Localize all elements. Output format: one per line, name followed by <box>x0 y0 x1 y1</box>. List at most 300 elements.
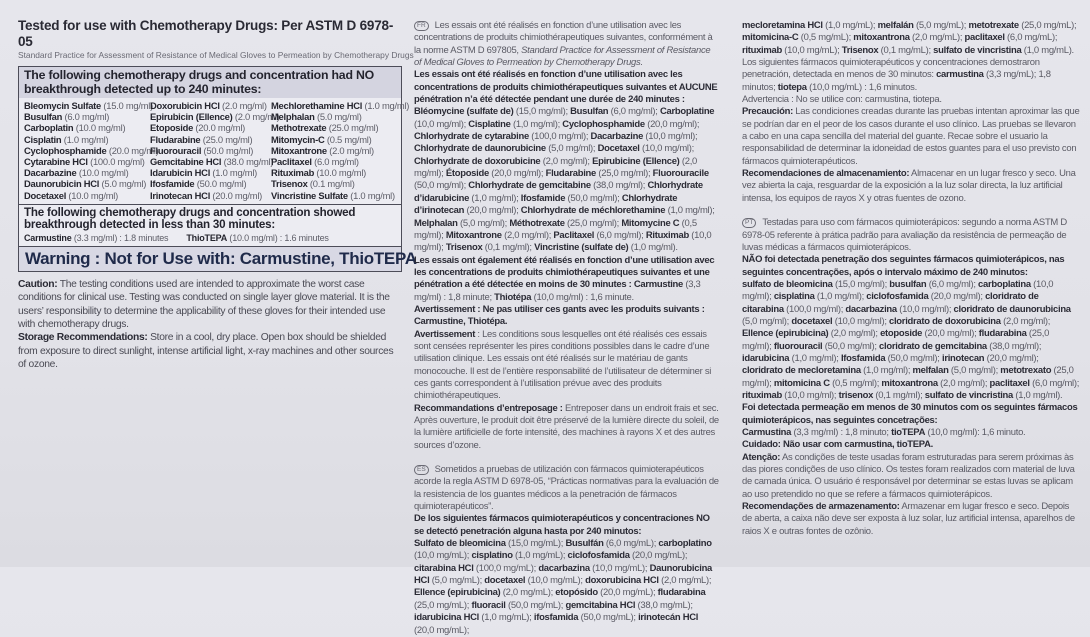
drug-concentration: (6,0 mg/ml) <box>926 278 974 290</box>
drug-concentration: (20,0 mg/ml) <box>984 352 1037 364</box>
drug-name: Chlorhydrate de doxorubicine <box>414 155 541 167</box>
drug-name: Cyclophosphamide <box>24 144 107 156</box>
drug-name: busulfan <box>889 278 927 290</box>
drug-entry <box>271 111 408 122</box>
drug-name: Ellence (epirubicina) <box>742 328 829 340</box>
drug-name: melfalán <box>877 20 914 31</box>
drug-concentration: (5,0 mg/mL) <box>913 20 964 31</box>
drug-name: Bleomycin Sulfate <box>24 100 102 111</box>
drug-name: docetaxel <box>791 315 833 327</box>
caution-text: The testing conditions used are intended to approximate the worst case conditions for clinical use. Testing was conducted on single layer glove material. It is the users’ responsibility to determine the applicability of these gloves for their intended use with chemotherapy drugs. <box>18 278 390 331</box>
middle-column <box>414 20 720 637</box>
drug-name: Ifosfamide <box>150 178 195 190</box>
drug-concentration: (10,0 mg/ml) : 1,6 minute. <box>531 291 634 303</box>
drug-concentration: (10,0 mg/ml) <box>414 118 464 130</box>
drug-concentration: (1,0 mg/mL). <box>1021 44 1074 56</box>
drug-concentration: (0,5 mg/mL) <box>798 32 849 44</box>
drug-concentration: (10,0 mg/ml) <box>643 131 696 143</box>
drug-entry <box>842 45 929 56</box>
pt-storage-label: Recomendações de armazenamento: <box>742 501 900 513</box>
drug-name: trisenox <box>838 389 874 401</box>
drug-name: Melphalan <box>414 217 458 229</box>
drug-entry <box>774 378 877 389</box>
drug-concentration: (20,0 mg/mL) <box>629 550 685 562</box>
drug-name: Melphalan <box>271 111 315 123</box>
fr-intro-italic: Standard Practice for Assessment of Resistance of Medical Gloves to Permeation by Chemotherapy Drugs. <box>414 44 711 69</box>
drug-entry <box>446 168 541 179</box>
drug-concentration: (2,0 mg/ml) <box>828 328 876 340</box>
drug-entry <box>509 218 616 229</box>
drug-name: mitoxantrona <box>853 32 910 44</box>
breakthrough-detail: (3.3 mg/ml) : 1.8 minutes <box>71 232 169 243</box>
drug-entry <box>742 390 834 401</box>
drug-entry <box>839 390 920 401</box>
drug-concentration: (2,0 mg/ml) <box>540 155 588 167</box>
drug-concentration: (1,0 mg/mL) <box>512 550 563 562</box>
drug-entry <box>446 242 530 253</box>
drug-concentration: (50,0 mg/mL) <box>578 612 634 624</box>
drug-name: fludarabina <box>657 587 706 599</box>
drug-name: Mitoxantrone <box>271 144 327 156</box>
drug-concentration: (2,0 mg/ml) <box>501 229 549 241</box>
drug-name: Epirubicine (Ellence) <box>592 155 680 167</box>
drug-name: mitomicina C <box>773 377 830 389</box>
drug-entry <box>150 111 280 123</box>
drug-concentration: (0.1 mg/ml) <box>307 178 355 190</box>
drug-name: Mitomycin-C <box>271 133 325 145</box>
drug-entry <box>534 242 675 253</box>
drug-name: Chlorhydrate de méchlorethamine <box>520 205 666 217</box>
drug-entry <box>414 143 593 154</box>
drug-concentration: (25,0 mg/ml) <box>564 217 617 229</box>
breakthrough-header: The following chemotherapy drugs and concentration showed breakthrough detected in less than 30 minutes: <box>24 205 356 232</box>
drug-concentration: (5,0 mg/ml) <box>948 365 996 377</box>
drug-concentration: (20,0 mg/mL) <box>414 624 467 636</box>
drug-concentration: (1.0 mg/ml) <box>362 100 410 111</box>
drug-concentration: (5,0 mg/ml) <box>457 217 505 229</box>
drug-name: Docetaxel <box>597 143 640 155</box>
drug-name: Méthotrexate <box>509 217 565 229</box>
drug-name: Rituximab <box>645 229 689 241</box>
drug-entry <box>271 145 408 156</box>
drug-entry <box>845 304 948 315</box>
no-breakthrough-header: The following chemotherapy drugs and concentration had NO breakthrough detected up to 240 minutes: <box>19 67 401 98</box>
drug-name: cloridrato de gemcitabina <box>879 340 987 352</box>
drug-name: Gemcitabine HCl <box>150 156 222 168</box>
drug-concentration: (100.0 mg/ml) <box>87 156 145 168</box>
fr-warning: Avertissement : Ne pas utiliser ces gants avec les produits suivants : Carmustine, Thiotépa. <box>414 303 705 328</box>
drug-concentration: (15,0 mg/mL) <box>505 538 561 550</box>
drug-entry <box>414 563 534 574</box>
drug-concentration: (20,0 mg/ml) <box>464 205 517 217</box>
drug-entry <box>150 167 271 178</box>
drug-concentration: (1,0 mg/ml) <box>860 365 908 377</box>
drug-entry <box>878 20 964 31</box>
drug-name: Ifosfamida <box>840 352 886 364</box>
drug-concentration: (2,0 mg/mL) <box>500 587 551 599</box>
drug-concentration: (1,0 mg/ml) <box>814 291 862 303</box>
spanish-section-part1 <box>414 464 720 637</box>
drug-name: Carmustine <box>633 279 683 291</box>
fr-pen-list: Carmustine (3,3 mg/ml) : 1,8 minute; Thiotépa (10,0 mg/ml) : 1,6 minute. <box>414 279 701 303</box>
drug-name: Cisplatine <box>468 118 511 130</box>
drug-name: Cisplatin <box>24 133 62 145</box>
breakthrough-list <box>19 232 401 246</box>
es-warning: Advertencia : No se utilice con: carmustina, tiotepa. <box>742 94 942 106</box>
drug-name: Fluorouracile <box>652 168 709 180</box>
drug-concentration: (2,0 mg/mL) <box>909 32 960 44</box>
drug-concentration: (10.0 mg/ml) <box>76 167 129 179</box>
drug-name: Ellence (epirubicina) <box>414 587 501 599</box>
drug-entry <box>742 32 849 43</box>
drug-entry <box>521 205 712 216</box>
drug-name: Daunorubicin HCl <box>24 178 100 190</box>
drug-name: Carmustine <box>24 232 72 243</box>
drug-entry <box>24 156 150 167</box>
drug-table <box>19 98 410 204</box>
drug-name: cisplatino <box>471 550 513 562</box>
drug-entry <box>598 143 692 154</box>
drug-concentration: (3,3 mg/ml) : 1,8 minuto; <box>791 427 889 438</box>
drug-concentration: (2.0 mg/ml) <box>219 100 267 111</box>
drug-concentration: (38,0 mg/ml) <box>590 180 643 192</box>
spanish-section-part2 <box>742 20 1080 205</box>
drug-concentration: (50.0 mg/ml) <box>201 144 254 156</box>
drug-entry <box>271 178 408 189</box>
drug-concentration: (5,0 mg/mL) <box>429 575 480 587</box>
drug-concentration: (10,0 mg/ml): 1,6 minuto. <box>925 427 1026 438</box>
drug-entry <box>468 180 642 191</box>
drug-name: Étoposide <box>445 168 489 180</box>
drug-name: Sulfato de bleomicina <box>414 538 506 550</box>
drug-concentration: (2,0 mg/ml) <box>937 377 985 389</box>
drug-concentration: (10.0 mg/ml) <box>66 189 119 201</box>
drug-name: Mechlorethamine HCl <box>271 100 363 111</box>
es-pen-header: Los siguientes fármacos quimioterapéuticos y concentraciones demostraron penetración, detectada en menos de 30 minutos: <box>742 57 1040 81</box>
drug-name: Vincristine (sulfate de) <box>534 242 629 254</box>
drug-name: sulfato de vincristina <box>924 389 1014 401</box>
drug-concentration: (20.0 mg/ml) <box>106 144 159 156</box>
drug-name: gemcitabina HCl <box>565 599 636 611</box>
drug-entry <box>150 156 274 168</box>
drug-concentration: (38.0 mg/ml) <box>221 156 274 168</box>
drug-entry <box>538 563 645 574</box>
drug-concentration: (1,0 mg/ml) <box>789 352 837 364</box>
drug-name: dacarbazina <box>845 303 897 315</box>
drug-name: doxorubicina HCl <box>585 575 659 587</box>
drug-entry <box>881 378 984 389</box>
drug-entry <box>484 575 580 586</box>
es-drug-list-part2: mecloretamina HCl (1,0 mg/mL); melfalán (5,0 mg/mL); metotrexate (25,0 mg/mL); mitomicina-C (0,5 mg/mL); mitoxantrona (2,0 mg/mL); paclitaxel (6,0 mg/mL); rituximab (10,0 mg/mL); Trisenox (0,1 mg/mL); sulfato de vincristina (1,0 mg/mL). <box>742 20 1077 56</box>
drug-entry <box>990 378 1077 389</box>
fr-storage-text: Entreposer dans un endroit frais et sec. Après ouverture, le produit doit être préservé de la lumière directe du soleil, de la lumière artificielle de forte intensité, des machines à rayons X et des autres sources d’ozone. <box>414 402 719 451</box>
drug-concentration: (50.0 mg/ml) <box>194 178 247 190</box>
drug-concentration: (0,5 mg/ml) <box>829 377 877 389</box>
drug-entry <box>521 193 617 204</box>
drug-concentration: (6,0 mg/ml) <box>594 229 642 241</box>
drug-name: Chlorhydrate d’irinotecan <box>414 192 678 217</box>
drug-name: Doxorubicin HCl <box>150 100 220 111</box>
drug-entry <box>570 106 655 117</box>
drug-name: cloridrato de doxorubicina <box>889 315 1001 327</box>
drug-concentration: (20.0 mg/ml) <box>193 122 246 134</box>
drug-concentration: (3,3 mg/ml) : 1,8 minute <box>414 279 701 303</box>
drug-concentration: (5.0 mg/ml) <box>314 111 362 123</box>
drug-concentration: (1.0 mg/ml) <box>61 133 109 145</box>
drug-name: Idarubicin HCl <box>150 167 211 179</box>
drug-name: rituximab <box>742 44 782 56</box>
drug-name: Thiotépa <box>494 291 532 303</box>
drug-name: irinotecan <box>941 352 985 364</box>
drug-name: fluorouracil <box>773 340 823 352</box>
drug-name: tiotepa <box>777 81 807 93</box>
drug-name: ciclofosfamida <box>567 550 630 562</box>
drug-name: etoposide <box>880 328 923 340</box>
drug-name: Irinotecan HCl <box>150 189 211 201</box>
drug-concentration: (2.0 mg/ml) <box>326 144 374 156</box>
es-storage-text: Almacenar en un lugar fresco y seco. Una vez abierta la caja, resguardar de la exposición a la luz solar directa, la luz artificial intensa, los equipos de rayos X y otras fuentes de ozono. <box>742 168 1076 204</box>
drug-entry <box>271 167 408 178</box>
drug-concentration: (1,0 mg/ml) <box>510 118 558 130</box>
drug-name: Busulfan <box>24 111 63 123</box>
drug-name: dacarbazina <box>538 562 590 574</box>
drug-name: Dacarbazine <box>590 131 644 143</box>
drug-concentration: (25,0 mg/ml) <box>742 365 1074 389</box>
drug-entry <box>841 353 937 364</box>
drug-concentration: (10,0 mg/mL) : 1,6 minutos. <box>806 81 917 93</box>
pt-pen-header: Foi detectada permeação em menos de 30 minutos com os seguintes fármacos quimioterápicos, nas seguintes concetrações: <box>742 402 1078 426</box>
drug-concentration: (15,0 mg/ml) <box>832 278 885 290</box>
caution-label: Caution: <box>18 278 58 290</box>
drug-concentration: (6,0 mg/mL) <box>1004 32 1055 44</box>
drug-concentration: (6,0 mg/mL) <box>603 538 654 550</box>
drug-entry <box>742 353 836 364</box>
es-caution-text: Las condiciones creadas durante las pruebas intentan aproximar las que se podrían dar en el peor de los casos durante el uso clínico. Las pruebas se llevaron a cabo en una capa sencilla del material del guante. Recae sobre el usuario la responsabilidad de determinar la idoneidad de estos guantes para el uso previsto con fármacos quimioterapéuticos. <box>742 106 1080 167</box>
drug-entry <box>965 32 1055 43</box>
drug-entry <box>446 230 549 241</box>
drug-concentration: (25.0 mg/ml) <box>326 122 379 134</box>
english-section <box>18 18 417 372</box>
drug-name: Cytarabine HCl <box>24 156 88 168</box>
drug-concentration: (10,0 mg/mL) <box>589 562 645 574</box>
pt-pen-list <box>742 427 1025 438</box>
drug-name: Paclitaxel <box>553 229 595 241</box>
drug-name: Busulfan <box>570 106 609 118</box>
drug-name: Carboplatin <box>24 122 74 134</box>
drug-name: Trisenox <box>271 178 308 190</box>
drug-name: idarubicina <box>742 352 790 364</box>
drug-entry <box>565 600 690 611</box>
language-badge-es: ES <box>414 465 429 475</box>
drug-entry <box>24 100 154 111</box>
right-column <box>742 20 1080 538</box>
drug-name: Vincristine Sulfate <box>271 189 348 201</box>
drug-concentration: (100,0 mg/ml) <box>528 131 586 143</box>
drug-concentration: (50,0 mg/ml) <box>414 180 464 192</box>
drug-name: mecloretamina HCl <box>742 20 823 31</box>
drug-name: carboplatino <box>658 538 712 550</box>
drug-concentration: (0,1 mg/ml) <box>873 389 921 401</box>
drug-concentration: (6,0 mg/ml) <box>608 106 656 118</box>
drug-entry <box>742 328 875 339</box>
drug-concentration: (20.0 mg/ml) <box>210 189 263 201</box>
drug-entry <box>471 550 562 561</box>
drug-concentration: (10,0 mg/mL) <box>525 575 581 587</box>
drug-entry <box>555 587 653 598</box>
drug-entry <box>414 587 551 598</box>
drug-concentration: (100,0 mg/mL) <box>473 562 534 574</box>
drug-concentration: (0,1 mg/mL) <box>878 44 929 56</box>
drug-entry <box>879 341 1039 352</box>
drug-entry <box>150 122 271 133</box>
english-subtitle: Standard Practice for Assessment of Resistance of Medical Gloves to Permeation by Chemotherapy Drugs <box>18 50 414 60</box>
french-section <box>414 20 720 452</box>
drug-name: ThioTEPA <box>186 232 228 243</box>
drug-entry <box>24 134 150 145</box>
drug-concentration: (10,0 mg/mL) <box>414 550 467 562</box>
drug-concentration: (0,5 mg/ml) <box>414 217 697 241</box>
test-results-box <box>18 66 417 272</box>
drug-name: Paclitaxel <box>271 156 312 168</box>
drug-concentration: (10,0 mg/ml) <box>414 229 712 254</box>
drug-entry <box>414 156 587 167</box>
language-badge-pt: PT <box>742 218 756 228</box>
english-title: Tested for use with Chemotherapy Drugs: Per ASTM D 6978-05 <box>18 18 394 49</box>
drug-concentration: (0.5 mg/ml) <box>324 133 372 145</box>
drug-entry <box>494 292 634 303</box>
drug-concentration: (5,0 mg/ml) <box>545 143 593 155</box>
drug-concentration: (50,0 mg/mL) <box>505 599 561 611</box>
drug-concentration: (25,0 mg/ml) <box>742 328 1050 352</box>
drug-entry <box>271 122 408 133</box>
drug-name: Rituximab <box>271 167 315 179</box>
drug-entry <box>562 119 697 130</box>
drug-name: ifosfamida <box>533 612 579 624</box>
drug-name: Chlorhydrate de cytarabine <box>414 131 529 143</box>
drug-concentration: (10,0 mg/ml) <box>896 303 949 315</box>
pt-intro: Testadas para uso com fármacos quimioterápicos: segundo a norma ASTM D 6978-05 referente à prática padrão para avaliação da resistência de permeação de luvas médicas a fármacos quimioterápicos. <box>742 217 1067 253</box>
drug-concentration: (25,0 mg/mL) <box>414 599 467 611</box>
drug-entry <box>414 538 561 549</box>
drug-entry <box>889 279 973 290</box>
drug-entry <box>24 178 150 189</box>
drug-concentration: (1,0 mg/ml) <box>665 205 713 217</box>
drug-name: Fluorouracil <box>150 144 202 156</box>
drug-entry <box>24 190 150 201</box>
drug-name: Chlorhydrate de gemcitabine <box>468 180 591 192</box>
drug-entry <box>742 427 889 438</box>
drug-entry <box>889 316 1048 327</box>
drug-entry <box>546 168 648 179</box>
drug-entry <box>891 427 1025 438</box>
drug-entry <box>150 134 271 145</box>
drug-concentration: (1.0 mg/ml) <box>210 167 258 179</box>
drug-concentration: (1,0 mg/ml) <box>628 242 676 254</box>
drug-name: paclitaxel <box>964 32 1005 44</box>
breakthrough-detail: (10.0 mg/ml) : 1.6 minutes <box>227 232 329 243</box>
es-drug-list-part1: Sulfato de bleomicina (15,0 mg/mL); Busulfán (6,0 mg/mL); carboplatino (10,0 mg/mL); cisplatino (1,0 mg/mL); ciclofosfamida (20,0 mg/mL); citarabina HCl (100,0 mg/mL); dacarbazina (10,0 mg/mL); Daunorubicina HCl (5,0 mg/mL); docetaxel (10,0 mg/mL); doxorubicina HCl (2,0 mg/mL); Ellence (epirubicina) (2,0 mg/mL); etopósido (20,0 mg/mL); fludarabina (25,0 mg/mL); fluoracil (50,0 mg/mL); gemcitabina HCl (38,0 mg/mL); idarubicina HCl (1,0 mg/mL); ifosfamida (50,0 mg/mL); irinotecán HCl (20,0 mg/mL); <box>414 538 713 636</box>
drug-name: docetaxel <box>484 575 526 587</box>
drug-entry <box>565 538 653 549</box>
fr-pen-header: Les essais ont également été réalisés en fonction d’une utilisation avec les concentrations de produits chimiothérapeutiques suivantes et une pénétration a été détectée en moins de 30 minutes : <box>414 254 715 291</box>
drug-entry <box>591 131 695 142</box>
drug-concentration: (0,1 mg/ml) <box>482 242 530 254</box>
drug-concentration: (10,0 mg/ml) <box>781 389 834 401</box>
drug-name: Chlorhydrate de daunorubicine <box>414 143 546 155</box>
drug-entry <box>742 279 885 290</box>
drug-name: Ifosfamide <box>520 192 566 204</box>
drug-name: sulfato de bleomicina <box>742 278 833 290</box>
fr-caution-text: : Les conditions sous lesquelles ont été réalisés ces essais sont censées représenter les pires conditions possibles dans le cadre d’une utilisation clinique. Les essais ont été réalisés sur le matériau de gants monocouche. Il est de l’entière responsabilité de l’utilisateur de déterminer si ces gants correspondent à l’utilisation prévue avec des produits chimiothérapeutiques. <box>414 328 712 402</box>
drug-name: Cyclophosphamide <box>562 118 645 130</box>
drug-concentration: (25,0 mg/ml) <box>596 168 648 180</box>
drug-name: Trisenox <box>841 44 879 56</box>
drug-concentration: (1,0 mg/ml). <box>1013 389 1063 401</box>
drug-name: metotrexate <box>968 20 1019 31</box>
es-storage-label: Recomendaciones de almacenamiento: <box>742 168 910 180</box>
drug-entry <box>778 82 917 93</box>
warning-banner: Warning : Not for Use with: Carmustine, ThioTEPA <box>19 246 401 271</box>
drug-concentration: (15.0 mg/ml) <box>101 100 154 111</box>
drug-entry <box>968 20 1074 31</box>
drug-concentration: (15,0 mg/ml) <box>513 106 566 118</box>
drug-concentration: (20,0 mg/ml) <box>488 168 541 180</box>
drug-name: paclitaxel <box>989 377 1030 389</box>
drug-concentration: (10,0 mg/ml) <box>742 278 1054 303</box>
drug-name: mitoxantrona <box>881 377 938 389</box>
fr-intro: Les essais ont été réalisés en fonction d’une utilisation avec les concentrations de produits chimiothérapeutiques suivantes, conformément à la norme ASTM D 697805, <box>414 20 713 56</box>
drug-entry <box>742 365 908 376</box>
drug-name: tioTEPA <box>891 427 926 438</box>
drug-name: irinotecán HCl <box>638 612 699 624</box>
drug-entry <box>468 119 557 130</box>
drug-concentration: (1,0 mg/mL) <box>479 612 530 624</box>
fr-caution-label: Avertissement <box>414 328 476 340</box>
drug-entry <box>150 190 271 201</box>
drug-entry <box>866 291 980 302</box>
pt-caution-label: Atenção: <box>742 451 781 463</box>
drug-name: Trisenox <box>445 242 483 254</box>
drug-name: mitomicina-C <box>742 32 799 44</box>
drug-name: cisplatina <box>773 291 815 303</box>
drug-concentration: (20,0 mg/ml) <box>922 328 975 340</box>
drug-name: Busulfán <box>565 538 604 550</box>
drug-concentration: (6,0 mg/ml) <box>1029 377 1077 389</box>
pt-storage-text: Armazenar em lugar fresco e seco. Depois de aberta, a caixa não deve ser exposta à luz solar, luz artificial intensa, aparelhos de raios X e outras fontes de ozônio. <box>742 501 1075 537</box>
drug-entry <box>925 390 1063 401</box>
drug-entry <box>791 316 884 327</box>
drug-entry <box>414 218 505 229</box>
drug-entry <box>853 32 960 43</box>
drug-name: Epirubicin (Ellence) <box>150 111 233 123</box>
fr-storage-label: Recommandations d’entreposage : <box>414 402 563 414</box>
drug-concentration: (50,0 mg/ml) <box>822 340 875 352</box>
pt-drug-list: sulfato de bleomicina (15,0 mg/ml); busulfan (6,0 mg/ml); carboplatina (10,0 mg/ml); cisplatina (1,0 mg/ml); ciclofosfamida (20,0 mg/ml); cloridrato de citarabina (100,0 mg/ml); dacarbazina (10,0 mg/ml); cloridrato de daunorubicina (5,0 mg/ml); docetaxel (10,0 mg/ml); cloridrato de doxorubicina (2,0 mg/ml); Ellence (epirubicina) (2,0 mg/ml); etoposide (20,0 mg/ml); fludarabina (25,0 mg/ml); fluorouracil (50,0 mg/ml); cloridrato de gemcitabina (38,0 mg/ml); idarubicina (1,0 mg/ml); Ifosfamida (50,0 mg/ml); irinotecan (20,0 mg/ml); cloridrato de mecloretamina (1,0 mg/ml); melfalan (5,0 mg/ml); metotrexato (25,0 mg/ml); mitomicina C (0,5 mg/ml); mitoxantrona (2,0 mg/ml); paclitaxel (6,0 mg/ml); rituximab (10,0 mg/ml); trisenox (0,1 mg/ml); sulfato de vincristina (1,0 mg/ml). <box>742 278 1080 401</box>
breakthrough-entry <box>186 233 328 244</box>
fr-no-pen-header: Les essais ont été réalisés en fonction d’une utilisation avec les concentrations de produits chimiothérapeutiques suivantes et AUCUNE pénétration n’a été détectée pendant une durée de 240 minutes : <box>414 69 718 106</box>
drug-entry <box>471 600 560 611</box>
drug-entry <box>24 144 159 156</box>
english-notes <box>18 278 402 372</box>
drug-name: Fludarabine <box>150 133 201 145</box>
storage-text: Store in a cool, dry place. Open box should be shielded from exposure to direct sunlight, intense artificial light, x-ray machines and other sources of ozone. <box>18 332 394 371</box>
fr-drug-list: Bléomycine (sulfate de) (15,0 mg/ml); Busulfan (6,0 mg/ml); Carboplatine (10,0 mg/ml); Cisplatine (1,0 mg/ml); Cyclophosphamide (20,0 mg/ml); Chlorhydrate de cytarabine (100,0 mg/ml); Dacarbazine (10,0 mg/ml); Chlorhydrate de daunorubicine (5,0 mg/ml); Docetaxel (10,0 mg/ml); Chlorhydrate de doxorubicine (2,0 mg/ml); Epirubicine (Ellence) (2,0 mg/ml); Étoposide (20,0 mg/ml); Fludarabine (25,0 mg/ml); Fluorouracile (50,0 mg/ml); Chlorhydrate de gemcitabine (38,0 mg/ml); Chlorhydrate d’idarubicine (1,0 mg/ml); Ifosfamide (50,0 mg/ml); Chlorhydrate d’irinotecan (20,0 mg/ml); Chlorhydrate de méchlorethamine (1,0 mg/ml); Melphalan (5,0 mg/ml); Méthotrexate (25,0 mg/ml); Mitomycine C (0,5 mg/ml); Mitoxantrone (2,0 mg/ml); Paclitaxel (6,0 mg/ml); Rituximab (10,0 mg/ml); Trisenox (0,1 mg/ml); Vincristine (sulfate de) (1,0 mg/ml). <box>414 106 715 254</box>
drug-entry <box>414 131 586 142</box>
storage-label: Storage Recommendations: <box>18 332 148 344</box>
es-no-pen-header: De los siguientes fármacos quimioterapéuticos y concentraciones NO se detectó penetración alguna hasta por 240 minutos: <box>414 513 710 537</box>
drug-concentration: (25,0 mg/mL) <box>1018 20 1074 31</box>
drug-concentration: (20,0 mg/ml) <box>644 118 697 130</box>
